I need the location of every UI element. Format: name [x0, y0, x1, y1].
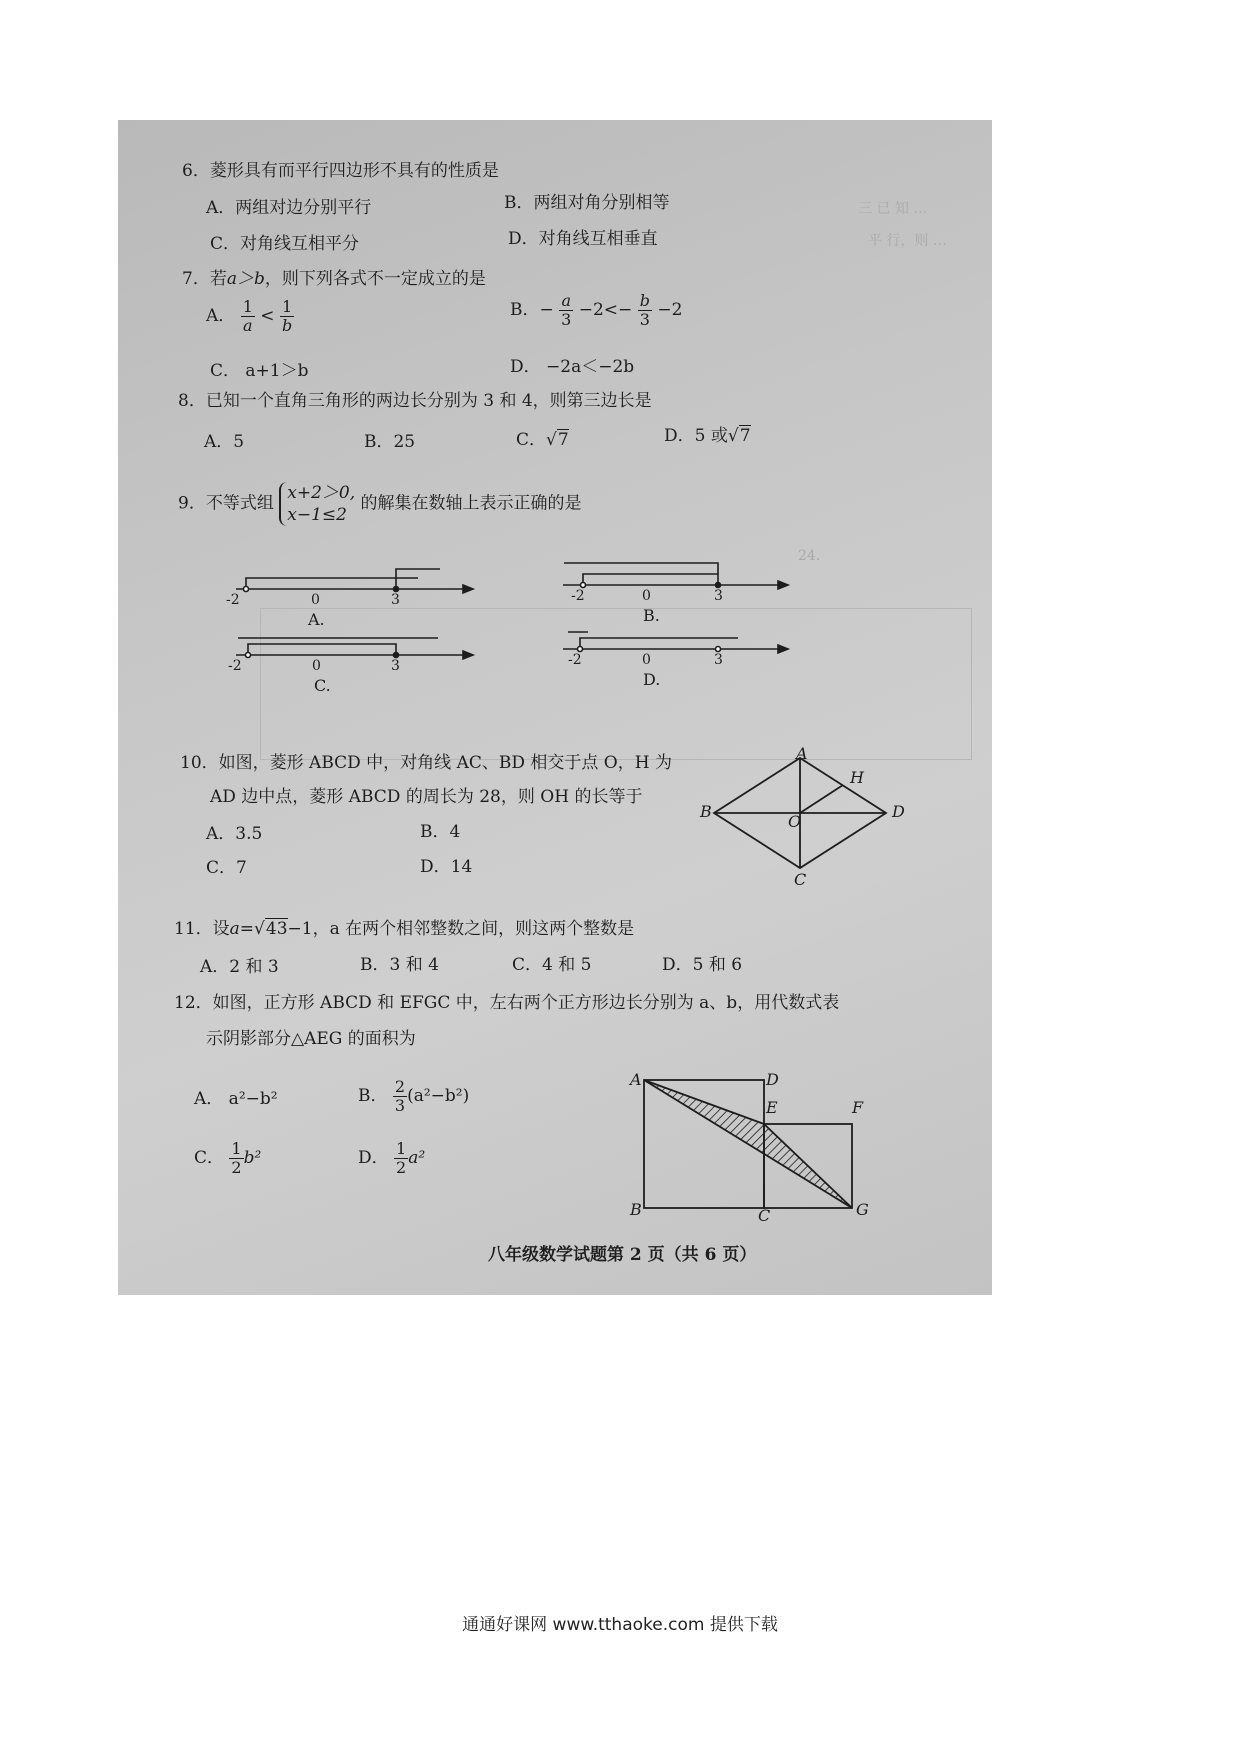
q6-stem: 菱形具有而平行四边形不具有的性质是	[209, 161, 499, 181]
line-c-tick-3: 3	[391, 658, 400, 674]
question-9: 9．不等式组 x+2＞0, x−1≤2 的解集在数轴上表示正确的是	[178, 483, 582, 525]
site-watermark: 通通好课网 www.tthaoke.com 提供下载	[462, 1615, 778, 1635]
q12-option-c: C． $\frac{1}{2}$ b²	[194, 1139, 262, 1177]
q6-option-b: B．两组对角分别相等	[504, 193, 670, 213]
label-point-o: O	[788, 812, 802, 831]
question-6: 6．菱形具有而平行四边形不具有的性质是	[182, 161, 499, 181]
sq-label-g: G	[856, 1200, 869, 1219]
q8-option-b: B．25	[364, 432, 416, 452]
line-d-tick-3: 3	[714, 652, 723, 668]
line-c-tick-neg2: -2	[228, 658, 242, 674]
question-12-line2: 示阴影部分△AEG 的面积为	[206, 1029, 416, 1049]
q10-option-a: A．3.5	[206, 824, 263, 844]
line-d-tick-neg2: -2	[568, 652, 582, 668]
line-d-tick-0: 0	[642, 652, 651, 668]
line-b-tick-3: 3	[714, 588, 723, 604]
q8-option-d: D．5 或√7	[664, 426, 751, 446]
q10-option-b: B．4	[420, 822, 461, 842]
squares-figure	[608, 1068, 938, 1258]
q11-option-c: C．4 和 5	[512, 955, 592, 975]
question-11: 11．设a=√43−1，a 在两个相邻整数之间，则这两个整数是	[174, 919, 635, 939]
label-point-c: C	[794, 870, 807, 889]
q11-option-d: D．5 和 6	[662, 955, 743, 975]
page-footer: 八年级数学试题第 2 页（共 6 页）	[488, 1245, 757, 1265]
q10-option-c: C．7	[206, 858, 247, 878]
q12-option-a: A． a²−b²	[194, 1089, 278, 1109]
line-b-label: B.	[643, 606, 660, 625]
sq-label-d: D	[766, 1070, 779, 1089]
number-line-c	[236, 638, 473, 659]
question-8: 8．已知一个直角三角形的两边长分别为 3 和 4，则第三边长是	[178, 391, 652, 411]
label-point-d: D	[892, 802, 905, 821]
q12-option-d: D． $\frac{1}{2}$ a²	[358, 1139, 426, 1177]
line-c-label: C.	[314, 676, 331, 695]
q9-number-lines	[118, 120, 992, 840]
sq-label-e: E	[766, 1098, 778, 1117]
sq-label-a: A	[630, 1070, 642, 1089]
label-point-h: H	[850, 768, 864, 787]
q8-option-c: C．√7	[516, 430, 569, 450]
rhombus-figure	[698, 750, 948, 890]
q6-option-d: D．对角线互相垂直	[508, 229, 658, 249]
scanned-exam-page: 三 已 知 … 平 行，则 … 24． 6．菱形具有而平行四边形不具有的性质是 A．两组对边分别平行 B．两组对角分别相等 C．对角线互相平分 D．对角线互相垂直 7．若a＞b，则下列各式不一定成立的是 A． $\frac{1}{a}$ < $\frac{1}{b}$ B．− $\frac{a}{3}$ −2<− $\frac{b}{3}$ −2 C． a+1＞b D． −2a＜−2b 8．已知一个直角三角形的两边长分别为 3 和 4，则第三边长是 A．5 B．25 C．√7 D．5 或√7 9．不等式组 x+2＞0, x−1≤2 的解集在数轴上表示正确的是 -2 0 3 A. -2 0 3 B. -2 0 3 C. -2 0 3 D. 10．如图，菱形 ABCD 中，对角线 AC、BD 相交于点 O，H 为 AD 边中点，菱形 ABCD 的周长为 28，则 OH 的长等于 A．3.5 B．4 C．7 D．14 A B C D O H 11．设a=√43−1，a 在两个相邻整数之间，则这两个整数是 A．2 和 3 B．3 和 4 C．4 和 5 D．5 和 6 12．如图，正方形 ABCD 和 EFGC 中，左右两个正方形边长分别为 a、b，用代数式表 示阴影部分△AEG 的面积为 A． a²−b² B． $\frac{2}{3}$ (a²−b²) C． $\frac{1}{2}$ b² D． $\frac{1}{2}$ a² A D E F B C G 八年级数学试题第 2 页（共 6 页）	[118, 120, 992, 1295]
sq-label-f: F	[852, 1098, 864, 1117]
line-d-label: D.	[643, 670, 661, 689]
line-a-tick-0: 0	[311, 592, 320, 608]
label-point-a: A	[796, 744, 808, 763]
inequality-system: x+2＞0, x−1≤2	[279, 482, 355, 526]
q7-option-a: A． $\frac{1}{a}$ < $\frac{1}{b}$	[206, 297, 293, 335]
line-b-tick-neg2: -2	[571, 588, 585, 604]
q6-option-c: C．对角线互相平分	[210, 234, 360, 254]
question-10-line2: AD 边中点，菱形 ABCD 的周长为 28，则 OH 的长等于	[210, 787, 643, 807]
line-a-label: A.	[308, 610, 325, 629]
line-a-tick-neg2: -2	[226, 592, 240, 608]
q12-option-b: B． $\frac{2}{3}$ (a²−b²)	[358, 1077, 470, 1115]
line-b-tick-0: 0	[642, 588, 651, 604]
question-12: 12．如图，正方形 ABCD 和 EFGC 中，左右两个正方形边长分别为 a、b，用代数式表	[174, 993, 840, 1013]
q10-option-d: D．14	[420, 857, 473, 877]
q7-option-d: D． −2a＜−2b	[510, 357, 635, 377]
q7-option-b: B．− $\frac{a}{3}$ −2<− $\frac{b}{3}$ −2	[510, 291, 683, 329]
number-line-d	[563, 632, 788, 653]
number-line-b	[563, 563, 788, 589]
number-line-a	[236, 569, 473, 593]
q7-option-c: C． a+1＞b	[210, 361, 309, 381]
label-point-b: B	[700, 802, 712, 821]
line-a-tick-3: 3	[391, 592, 400, 608]
q8-option-a: A．5	[204, 432, 245, 452]
sq-label-c: C	[758, 1206, 771, 1225]
line-c-tick-0: 0	[312, 658, 321, 674]
sq-label-b: B	[630, 1200, 642, 1219]
q6-option-a: A．两组对边分别平行	[206, 198, 372, 218]
question-10: 10．如图，菱形 ABCD 中，对角线 AC、BD 相交于点 O，H 为	[180, 753, 672, 773]
q11-option-a: A．2 和 3	[200, 957, 279, 977]
question-7: 7．若a＞b，则下列各式不一定成立的是	[182, 269, 486, 289]
q11-option-b: B．3 和 4	[360, 955, 439, 975]
